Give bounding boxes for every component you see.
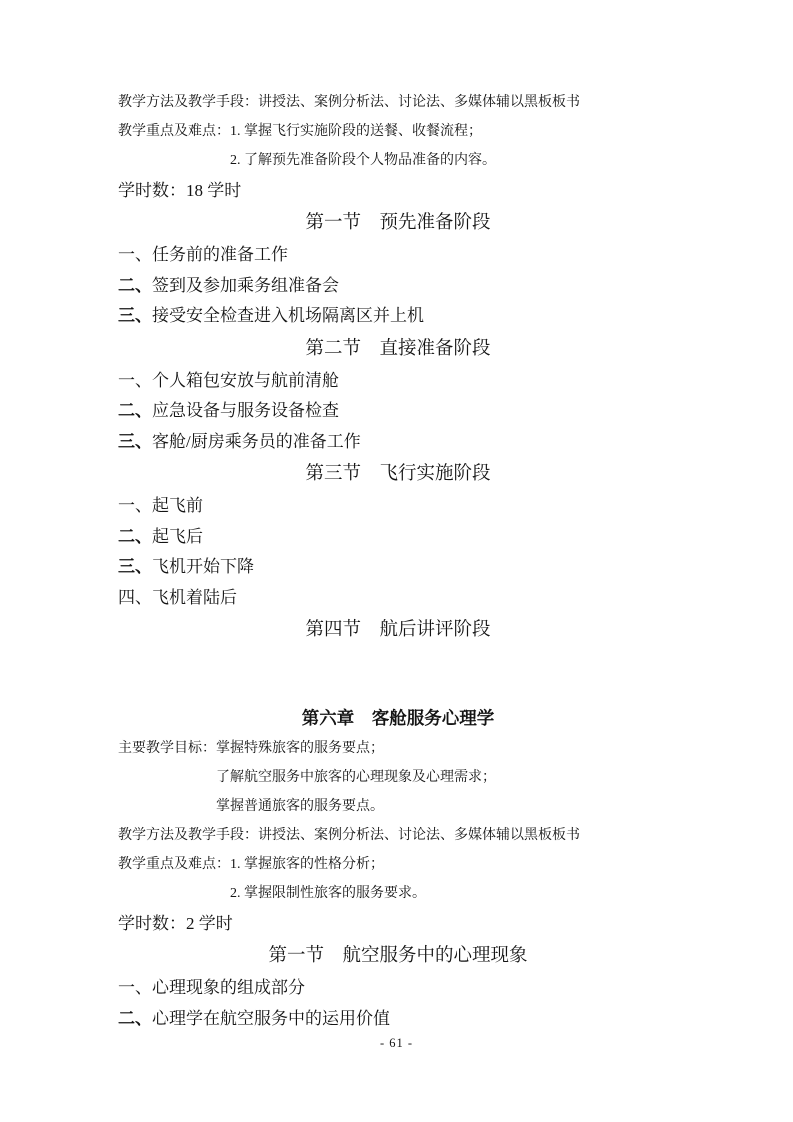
list-item-number: 三、 <box>118 557 152 576</box>
key-points-line-1: 教学重点及难点：1. 掌握旅客的性格分析； <box>118 857 384 872</box>
teaching-goals-line-2: 了解航空服务中旅客的心理现象及心理需求； <box>216 770 496 785</box>
list-item <box>118 522 678 553</box>
list-item-number: 二、 <box>118 275 152 295</box>
section-heading: 第四节 航后讲评阶段 <box>305 620 491 640</box>
list-item-text: 起飞前 <box>152 496 203 515</box>
key-points-line-2: 2. 掌握限制性旅客的服务要求。 <box>230 886 426 901</box>
list-item-number: 二、 <box>118 526 152 546</box>
list-item-text: 心理现象的组成部分 <box>152 978 305 997</box>
list-item-text: 飞机开始下降 <box>152 557 254 576</box>
list-item-number: 二、 <box>118 1008 152 1028</box>
section-heading: 第一节 航空服务中的心理现象 <box>268 946 528 966</box>
list-item <box>118 583 678 614</box>
list-item <box>118 240 678 271</box>
class-hours-line: 学时数：2 学时 <box>118 914 233 933</box>
list-item-number: 三、 <box>118 431 152 451</box>
teaching-goals-line-3: 掌握普通旅客的服务要点。 <box>216 799 384 814</box>
list-item <box>118 552 678 583</box>
page-content <box>118 88 678 1034</box>
list-item <box>118 491 678 522</box>
list-item-text: 任务前的准备工作 <box>152 245 288 264</box>
page-number: - 61 - <box>379 1036 414 1050</box>
list-item-number: 一、 <box>118 496 152 515</box>
list-item-text: 接受安全检查进入机场隔离区并上机 <box>152 306 424 325</box>
list-item-text: 心理学在航空服务中的运用价值 <box>152 1008 390 1028</box>
list-item <box>118 301 678 332</box>
list-item-text: 签到及参加乘务组准备会 <box>152 275 339 295</box>
list-item-text: 起飞后 <box>152 526 203 546</box>
list-item <box>118 1004 678 1035</box>
chapter-title: 第六章 客舱服务心理学 <box>301 708 495 728</box>
list-item-text: 客舱/厨房乘务员的准备工作 <box>152 431 361 451</box>
list-item <box>118 271 678 302</box>
section-heading: 第二节 直接准备阶段 <box>305 338 491 359</box>
list-item-number: 四、 <box>118 587 152 607</box>
list-item-number: 一、 <box>118 245 152 264</box>
list-item-number: 一、 <box>118 978 152 997</box>
list-item-number: 一、 <box>118 370 152 390</box>
list-item-text: 飞机着陆后 <box>152 587 237 607</box>
list-item-number: 三、 <box>118 306 152 325</box>
list-item <box>118 396 678 427</box>
list-item <box>118 973 678 1004</box>
teaching-goals-line-1: 主要教学目标：掌握特殊旅客的服务要点； <box>118 741 384 756</box>
teaching-methods-line: 教学方法及教学手段：讲授法、案例分析法、讨论法、多媒体辅以黑板板书 <box>118 95 580 110</box>
list-item-number: 二、 <box>118 401 152 420</box>
section-heading: 第一节 预先准备阶段 <box>305 213 491 233</box>
section-heading: 第三节 飞行实施阶段 <box>305 464 491 484</box>
list-item-text: 个人箱包安放与航前清舱 <box>152 370 339 390</box>
class-hours-line: 学时数：18 学时 <box>118 181 242 200</box>
key-points-line-2: 2. 了解预先准备阶段个人物品准备的内容。 <box>230 153 496 168</box>
teaching-methods-line: 教学方法及教学手段：讲授法、案例分析法、讨论法、多媒体辅以黑板板书 <box>118 828 580 843</box>
key-points-line-1: 教学重点及难点：1. 掌握飞行实施阶段的送餐、收餐流程； <box>118 124 482 139</box>
list-item-text: 应急设备与服务设备检查 <box>152 401 339 420</box>
list-item <box>118 366 678 397</box>
list-item <box>118 427 678 458</box>
